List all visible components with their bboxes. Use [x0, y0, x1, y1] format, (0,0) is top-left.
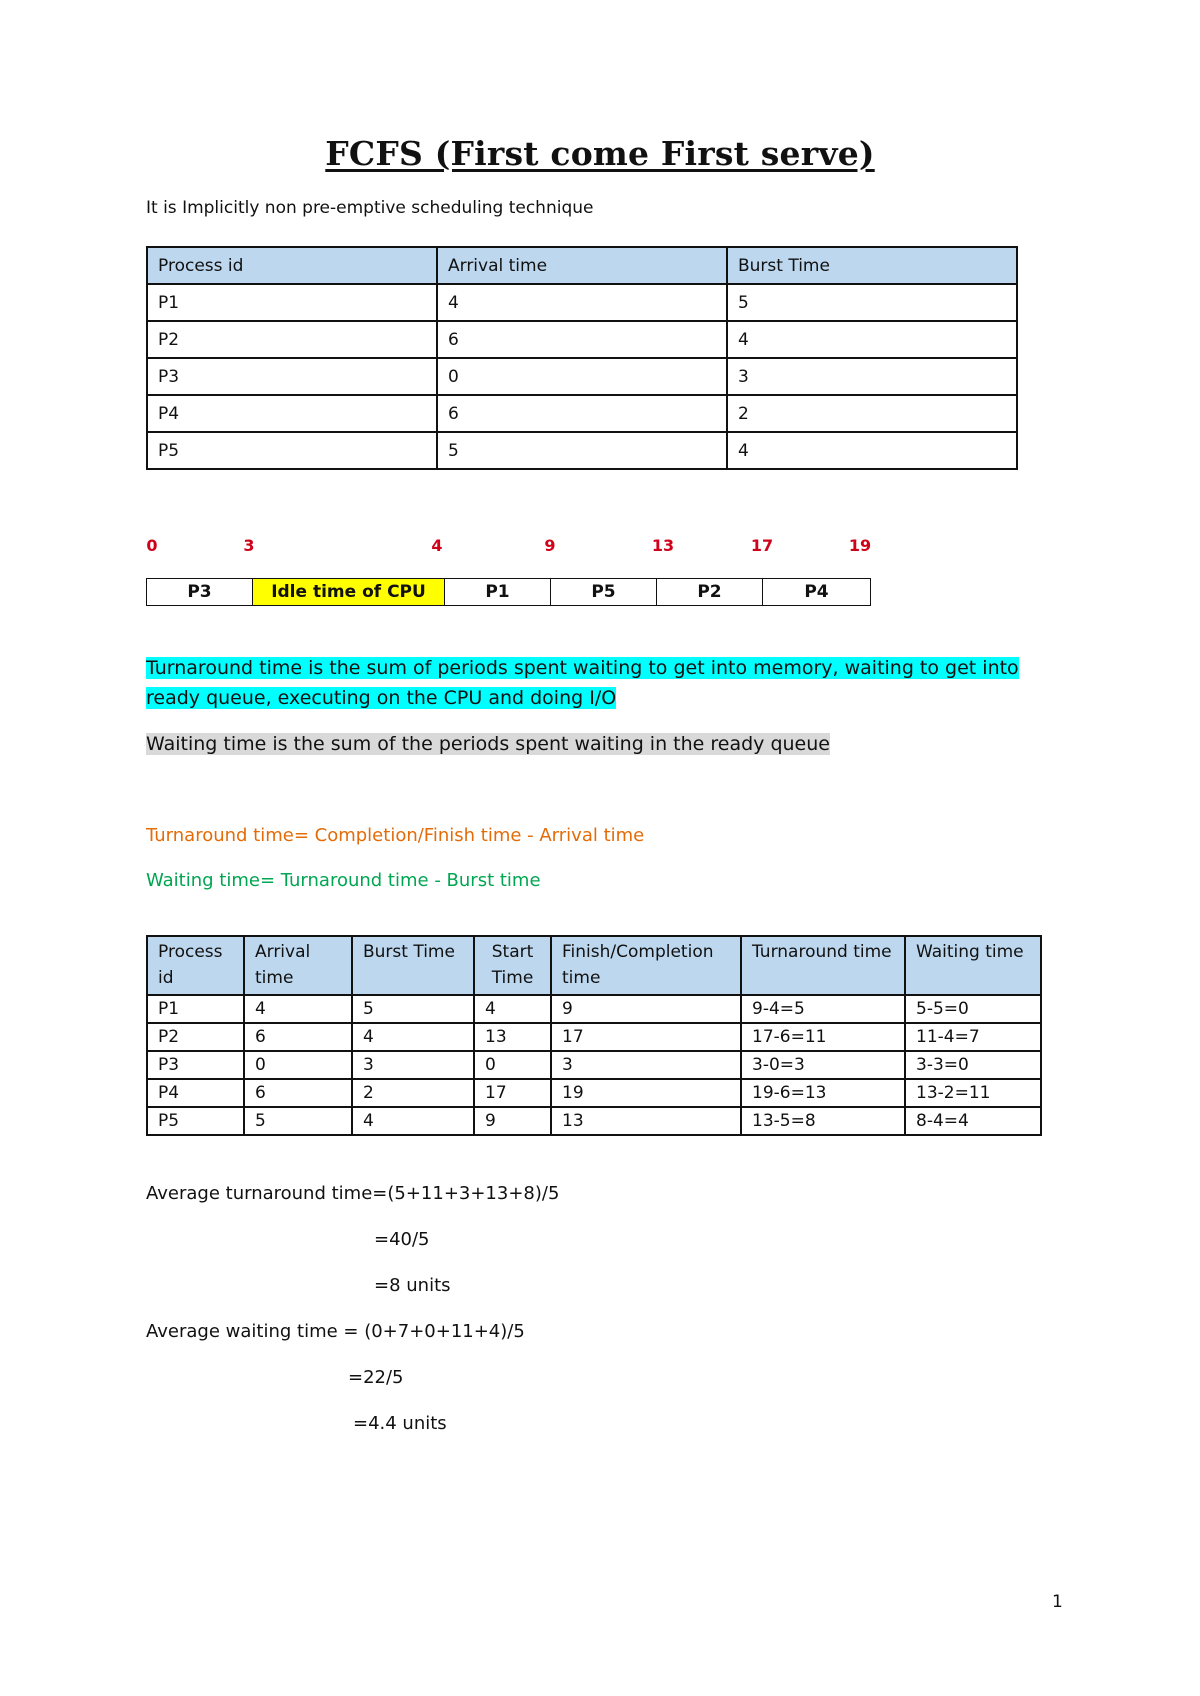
- gantt-tick: 4: [431, 536, 443, 555]
- header-turnaround-time: Turnaround time: [741, 936, 905, 995]
- cell-arrival: 6: [437, 321, 727, 358]
- cell-burst: 4: [727, 321, 1017, 358]
- cell-turnaround: 13-5=8: [741, 1107, 905, 1135]
- cell-arrival: 6: [244, 1079, 352, 1107]
- gantt-block-idle: Idle time of CPU: [253, 579, 445, 606]
- table-header-row: [147, 936, 1041, 995]
- table-row: [147, 1079, 1041, 1107]
- cell-burst: 2: [727, 395, 1017, 432]
- cell-waiting: 8-4=4: [905, 1107, 1041, 1135]
- gantt-tick: 9: [544, 536, 556, 555]
- cell-arrival: 0: [437, 358, 727, 395]
- average-turnaround-result: =8 units: [374, 1275, 451, 1296]
- cell-arrival: 4: [244, 995, 352, 1023]
- cell-burst: 3: [352, 1051, 474, 1079]
- gantt-block-p3: P3: [147, 579, 253, 606]
- gantt-tick: 19: [848, 536, 872, 555]
- table-row: [147, 1051, 1041, 1079]
- cell-process: P4: [147, 1079, 244, 1107]
- header-process-id: Process id: [147, 936, 244, 995]
- average-waiting-line: Average waiting time = (0+7+0+11+4)/5: [146, 1321, 525, 1342]
- gantt-block-p1: P1: [445, 579, 551, 606]
- page-number: 1: [1052, 1592, 1063, 1612]
- cell-process: P2: [147, 321, 437, 358]
- cell-process: P3: [147, 1051, 244, 1079]
- cell-turnaround: 17-6=11: [741, 1023, 905, 1051]
- table-row: [147, 995, 1041, 1023]
- cell-burst: 4: [727, 432, 1017, 469]
- table-header-row: [147, 247, 1017, 284]
- table-row: [147, 432, 1017, 469]
- cell-finish: 13: [551, 1107, 741, 1135]
- process-table: [146, 246, 1018, 470]
- gantt-tick: 3: [243, 536, 255, 555]
- results-table: [146, 935, 1042, 1136]
- header-arrival-time: Arrival time: [437, 247, 727, 284]
- cell-burst: 3: [727, 358, 1017, 395]
- cell-burst: 5: [727, 284, 1017, 321]
- cell-waiting: 13-2=11: [905, 1079, 1041, 1107]
- cell-burst: 2: [352, 1079, 474, 1107]
- gantt-tick: 17: [750, 536, 774, 555]
- cell-waiting: 11-4=7: [905, 1023, 1041, 1051]
- header-burst-time: Burst Time: [727, 247, 1017, 284]
- cell-process: P2: [147, 1023, 244, 1051]
- cell-process: P5: [147, 1107, 244, 1135]
- header-finish-time: Finish/Completion time: [551, 936, 741, 995]
- gantt-chart: [146, 578, 871, 606]
- average-waiting-step: =22/5: [348, 1367, 404, 1388]
- cell-finish: 17: [551, 1023, 741, 1051]
- cell-process: P1: [147, 995, 244, 1023]
- cell-process: P3: [147, 358, 437, 395]
- gantt-row: [147, 579, 871, 606]
- turnaround-definition: [146, 653, 1040, 713]
- average-turnaround-step: =40/5: [374, 1229, 430, 1250]
- cell-process: P1: [147, 284, 437, 321]
- header-process-id: Process id: [147, 247, 437, 284]
- table-row: [147, 321, 1017, 358]
- cell-arrival: 6: [437, 395, 727, 432]
- cell-turnaround: 9-4=5: [741, 995, 905, 1023]
- cell-process: P5: [147, 432, 437, 469]
- page-title: FCFS (First come First serve): [325, 134, 875, 173]
- cell-waiting: 3-3=0: [905, 1051, 1041, 1079]
- header-arrival-time: Arrival time: [244, 936, 352, 995]
- cell-arrival: 5: [437, 432, 727, 469]
- waiting-formula: Waiting time= Turnaround time - Burst time: [146, 870, 541, 891]
- cell-start: 0: [474, 1051, 551, 1079]
- header-start-time: Start Time: [474, 936, 551, 995]
- table-row: [147, 284, 1017, 321]
- table-row: [147, 358, 1017, 395]
- cell-arrival: 4: [437, 284, 727, 321]
- cell-process: P4: [147, 395, 437, 432]
- cell-turnaround: 19-6=13: [741, 1079, 905, 1107]
- gantt-block-p4: P4: [763, 579, 871, 606]
- cell-turnaround: 3-0=3: [741, 1051, 905, 1079]
- turnaround-formula: Turnaround time= Completion/Finish time - Arrival time: [146, 825, 645, 846]
- cell-burst: 4: [352, 1107, 474, 1135]
- cell-start: 13: [474, 1023, 551, 1051]
- header-waiting-time: Waiting time: [905, 936, 1041, 995]
- cell-start: 4: [474, 995, 551, 1023]
- gantt-block-p2: P2: [657, 579, 763, 606]
- table-row: [147, 1023, 1041, 1051]
- cell-burst: 4: [352, 1023, 474, 1051]
- cell-start: 9: [474, 1107, 551, 1135]
- gantt-block-p5: P5: [551, 579, 657, 606]
- subtitle: It is Implicitly non pre-emptive scheduling technique: [146, 198, 594, 218]
- average-turnaround-line: Average turnaround time=(5+11+3+13+8)/5: [146, 1183, 560, 1204]
- cell-finish: 9: [551, 995, 741, 1023]
- cell-finish: 3: [551, 1051, 741, 1079]
- cell-arrival: 0: [244, 1051, 352, 1079]
- cell-arrival: 6: [244, 1023, 352, 1051]
- waiting-definition: [146, 730, 830, 758]
- waiting-definition-text: Waiting time is the sum of the periods spent waiting in the ready queue: [146, 733, 830, 755]
- table-row: [147, 395, 1017, 432]
- cell-waiting: 5-5=0: [905, 995, 1041, 1023]
- header-burst-time: Burst Time: [352, 936, 474, 995]
- turnaround-definition-text: Turnaround time is the sum of periods spent waiting to get into memory, waiting to get into ready queue, executing on the CPU and doing I/O: [146, 657, 1019, 709]
- gantt-tick: 13: [651, 536, 675, 555]
- table-row: [147, 1107, 1041, 1135]
- average-waiting-result: =4.4 units: [353, 1413, 447, 1434]
- gantt-tick: 0: [146, 536, 158, 555]
- cell-arrival: 5: [244, 1107, 352, 1135]
- cell-finish: 19: [551, 1079, 741, 1107]
- cell-start: 17: [474, 1079, 551, 1107]
- cell-burst: 5: [352, 995, 474, 1023]
